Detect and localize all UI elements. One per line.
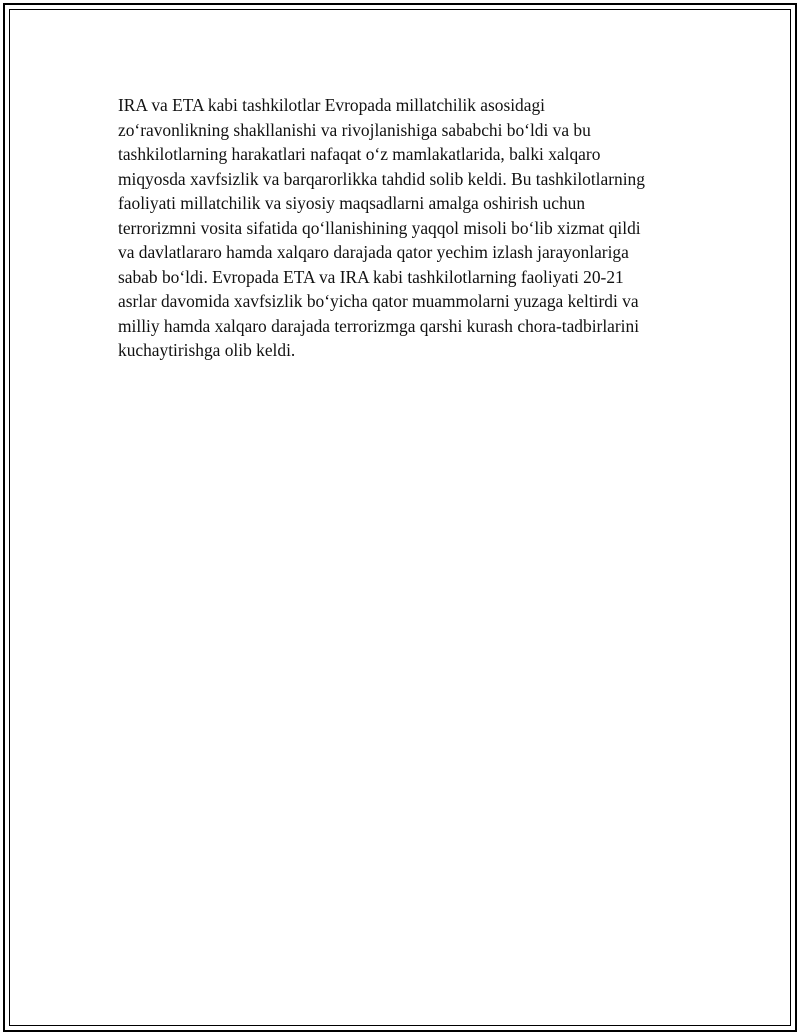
- paragraph-line-9: asrlar davomida xavfsizlik bo‘yicha qator muammolarni yuzaga keltirdi va: [118, 291, 639, 311]
- paragraph-line-2: zo‘ravonlikning shakllanishi va rivojlanishiga sababchi bo‘ldi va bu: [118, 119, 591, 140]
- paragraph-line-11: kuchaytirishga olib keldi.: [118, 340, 296, 360]
- body-paragraph: [118, 93, 698, 363]
- paragraph-line-4: miqyosda xavfsizlik va barqarorlikka tahdid solib keldi. Bu tashkilotlarning: [118, 168, 645, 189]
- paragraph-line-1: IRA va ETA kabi tashkilotlar Evropada millatchilik asosidagi: [118, 95, 546, 115]
- paragraph-line-8: sabab bo‘ldi. Evropada ETA va IRA kabi tashkilotlarning faoliyati 20-21: [118, 266, 624, 287]
- paragraph-line-3: tashkilotlarning harakatlari nafaqat o‘z mamlakatlarida, balki xalqaro: [118, 144, 601, 164]
- paragraph-line-7: va davlatlararo hamda xalqaro darajada qator yechim izlash jarayonlariga: [118, 242, 629, 262]
- paragraph-line-6: terrorizmni vosita sifatida qo‘llanishining yaqqol misoli bo‘lib xizmat qildi: [118, 217, 641, 238]
- paragraph-line-5: faoliyati millatchilik va siyosiy maqsadlarni amalga oshirish uchun: [118, 193, 586, 213]
- paragraph-line-10: milliy hamda xalqaro darajada terrorizmga qarshi kurash chora-tadbirlarini: [118, 315, 640, 336]
